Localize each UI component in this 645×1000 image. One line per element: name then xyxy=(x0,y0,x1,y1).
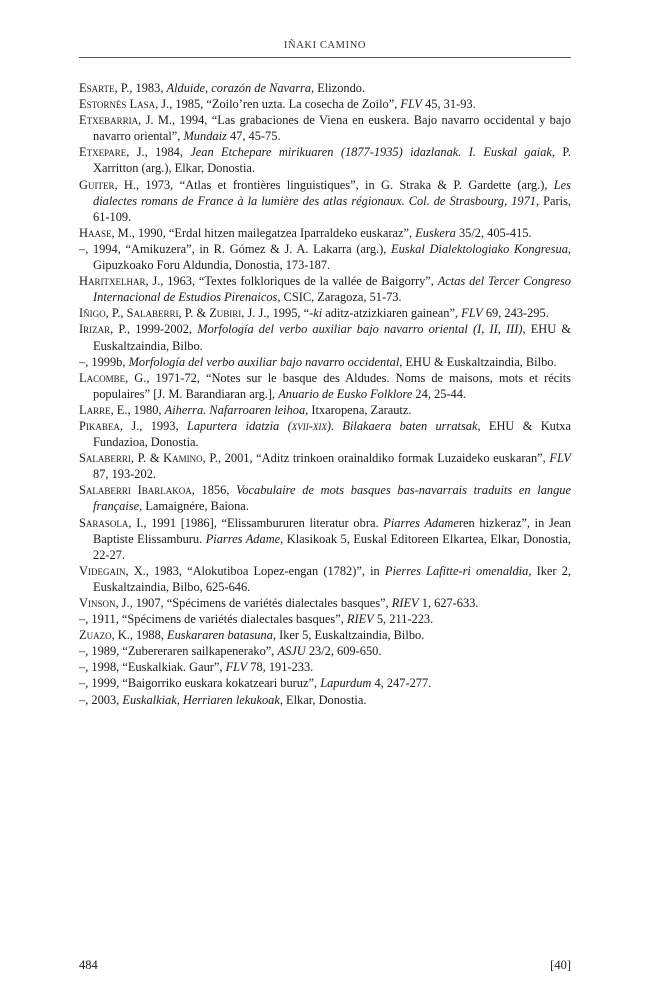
reference-text: Zubiri xyxy=(209,306,242,321)
reference-text: –, 1994, “Amikuzera”, in R. Gómez & J. A. Lakarra (arg.), xyxy=(79,241,392,256)
reference-entry xyxy=(79,643,571,659)
reference-text: -ki xyxy=(309,306,323,321)
reference-entry xyxy=(79,305,571,321)
reference-entry xyxy=(79,144,571,176)
reference-entry xyxy=(79,515,571,563)
reference-text: FLV xyxy=(225,660,248,675)
reference-text: , P., 1983, xyxy=(114,81,167,95)
reference-text: 4, 247-277. xyxy=(371,676,432,691)
reference-text: Itxaropena, Zarautz. xyxy=(308,402,412,417)
reference-text: 87, 193-202. xyxy=(93,467,156,482)
reference-text: ). Bilakaera baten urratsak, xyxy=(326,418,481,433)
reference-text: Irizar xyxy=(79,322,111,337)
reference-entry xyxy=(79,321,571,353)
reference-text: Paris, 61-109. xyxy=(93,193,572,224)
reference-text: RIEV xyxy=(346,612,374,627)
reference-text: –, 2003, xyxy=(79,692,123,707)
reference-text: Euskalkiak, Herriaren lekukoak, xyxy=(122,692,283,707)
reference-text: Morfología del verbo auxiliar bajo navarro occidental, xyxy=(128,354,403,369)
reference-text: , J. J., 1995, “ xyxy=(241,306,310,321)
reference-text: Kamino xyxy=(163,451,203,466)
bracket-page-number: [40] xyxy=(550,958,571,972)
reference-text: , P., xyxy=(105,306,127,321)
reference-text: Guiter xyxy=(79,177,115,192)
reference-text: , J., 1985, “Zoilo’ren uzta. La cosecha de Zoilo”, xyxy=(155,97,401,112)
reference-text: , K., 1988, xyxy=(111,628,167,643)
reference-text: ren hizkeraz”, in Jean Baptiste Elissamburu. xyxy=(93,515,571,546)
reference-text: Videgain xyxy=(79,563,126,578)
reference-text: , J., 1993, xyxy=(119,418,187,433)
reference-text: Pierres Lafitte-ri omenaldia, xyxy=(384,563,532,578)
reference-text: 45, 31-93. xyxy=(422,97,476,112)
reference-text: EHU & Kutxa Fundazioa, Donostia. xyxy=(93,418,571,450)
reference-text: –, 1998, “Euskalkiak. Gaur”, xyxy=(79,660,226,675)
reference-text: Euskararen batasuna, xyxy=(167,628,276,643)
reference-list xyxy=(79,80,571,708)
reference-entry xyxy=(79,402,571,418)
reference-text: Salaberri xyxy=(79,451,131,466)
reference-text: , H., 1973, “Atlas et frontières linguistiques”, in G. Straka & P. Gardette (arg.), xyxy=(114,177,554,192)
reference-text: Alduide, corazón de Navarra, xyxy=(166,81,315,95)
reference-text: , P., 1999-2002, xyxy=(110,322,198,337)
reference-text: Etxepare xyxy=(79,145,127,160)
reference-text: Vocabulaire de mots basques bas-navarrais traduits en langue française, xyxy=(93,483,572,514)
reference-text: , 1856, xyxy=(191,483,237,498)
reference-text: Actas del Tercer Congreso Internacional de Estudios Pirenaicos, xyxy=(93,274,571,305)
reference-text: Esarte xyxy=(79,81,115,95)
reference-text: 47, 45-75. xyxy=(226,129,281,144)
reference-entry xyxy=(79,611,571,627)
page-number: 484 xyxy=(79,958,98,972)
reference-text: Lamaignére, Baiona. xyxy=(142,499,249,514)
reference-text: Les dialectes romans de France à la lumière des atlas régionaux. Col. de Strasbourg, 1971, xyxy=(93,177,571,208)
reference-text: xvii-xix xyxy=(291,418,327,433)
reference-entry xyxy=(79,96,571,112)
reference-text: EHU & Euskaltzaindia, Bilbo. xyxy=(402,354,557,369)
reference-text: 24, 25-44. xyxy=(412,386,467,401)
reference-text: FLV xyxy=(461,306,483,321)
reference-text: Lacombe xyxy=(79,370,126,385)
reference-text: Euskera xyxy=(415,225,456,240)
reference-text: , P. & xyxy=(178,306,210,321)
reference-text: Euskal Dialektologiako Kongresua, xyxy=(391,241,571,256)
reference-text: 69, 243-295. xyxy=(482,306,549,321)
reference-text: RIEV xyxy=(391,596,419,610)
reference-entry xyxy=(79,273,571,305)
reference-text: Larre xyxy=(79,402,111,417)
reference-text: , P., 2001, “Aditz trinkoen orainaldiko formak Luzaideko euskaran”, xyxy=(202,451,550,466)
reference-entry xyxy=(79,450,571,482)
reference-text: aditz-atzizkiaren gainean”, xyxy=(322,306,462,321)
reference-entry xyxy=(79,418,571,450)
reference-text: Mundaiz xyxy=(183,129,227,144)
reference-entry xyxy=(79,563,571,595)
reference-text: 1, 627-633. xyxy=(418,596,479,610)
reference-text: Lapurdum xyxy=(320,676,372,691)
reference-text: –, 1911, “Spécimens de variétés dialectales basques”, xyxy=(79,612,347,627)
reference-entry xyxy=(79,225,571,241)
reference-entry xyxy=(79,692,571,708)
reference-text: Aiherra. Nafarroaren leihoa, xyxy=(164,402,309,417)
reference-entry xyxy=(79,112,571,144)
reference-text: Piarres Adame, xyxy=(205,531,284,546)
reference-entry xyxy=(79,659,571,675)
reference-text: 23/2, 609-650. xyxy=(305,644,382,659)
reference-text: Jean Etchepare mirikuaren (1877-1935) idazlanak. I. Euskal gaiak, xyxy=(190,145,556,160)
reference-entry xyxy=(79,675,571,691)
reference-text: Zuazo xyxy=(79,628,112,643)
reference-text: Sarasola xyxy=(79,515,129,530)
reference-entry xyxy=(79,177,571,225)
reference-text: Estornés Lasa xyxy=(79,97,156,112)
reference-text: EHU & Euskaltzaindia, Bilbo. xyxy=(93,322,571,353)
reference-text: –, 1999b, xyxy=(79,354,129,369)
reference-text: Haase xyxy=(79,225,112,240)
reference-entry xyxy=(79,370,571,402)
reference-text: FLV xyxy=(549,451,571,466)
reference-text: Iker 2, Euskaltzaindia, Bilbo, 625-646. xyxy=(93,563,571,594)
reference-text: –, 1999, “Baigorriko euskara kokatzeari buruz”, xyxy=(79,676,321,691)
reference-text: , X., 1983, “Alokutiboa Lopez-engan (1782)”, in xyxy=(125,563,385,578)
reference-text: Anuario de Eusko Folklore xyxy=(278,386,413,401)
reference-text: P. Xarritton (arg.), Elkar, Donostia. xyxy=(93,145,571,176)
reference-text: , M., 1990, “Erdal hitzen mailegatzea Iparraldeko euskaraz”, xyxy=(111,225,416,240)
reference-entry xyxy=(79,241,571,273)
reference-text: , G., 1971-72, “Notes sur le basque des Aldudes. Noms de maisons, mots et récits populaires” [J. M. Barandiaran arg.], xyxy=(93,370,571,401)
reference-text: Elizondo. xyxy=(314,81,366,95)
reference-text: –, 1989, “Zubereraren sailkapenerako”, xyxy=(79,644,278,659)
reference-text: , J. M., 1994, “Las grabaciones de Viena en euskera. Bajo navarro occidental y bajo navarro oriental”, xyxy=(93,113,571,144)
reference-text: Piarres Adame xyxy=(383,515,459,530)
reference-text: , J., 1963, “Textes folkloriques de la vallée de Baigorry”, xyxy=(145,274,438,289)
reference-text: Morfología del verbo auxiliar bajo navarro oriental (I, II, III), xyxy=(197,322,526,337)
reference-text: , P. & xyxy=(130,451,164,466)
reference-text: Pikabea xyxy=(79,418,120,433)
reference-text: Elkar, Donostia. xyxy=(282,692,367,707)
reference-text: Salaberri xyxy=(126,306,179,321)
reference-text: , I., 1991 [1986], “Elissambururen literatur obra. xyxy=(128,515,384,530)
reference-text: , J., 1984, xyxy=(126,145,191,160)
reference-entry xyxy=(79,80,571,96)
reference-text: 5, 211-223. xyxy=(373,612,434,627)
reference-entry xyxy=(79,595,571,611)
reference-text: FLV xyxy=(400,97,422,112)
reference-text: , J., 1907, “Spécimens de variétés dialectales basques”, xyxy=(115,596,392,610)
header-rule xyxy=(79,57,571,58)
reference-text: Vinson xyxy=(79,596,116,610)
reference-text: ASJU xyxy=(277,644,306,659)
reference-text: 78, 191-233. xyxy=(247,660,314,675)
reference-text: Etxebarria xyxy=(79,113,139,128)
reference-entry xyxy=(79,354,571,370)
reference-entry xyxy=(79,627,571,643)
reference-text: Haritxelhar xyxy=(79,274,146,289)
reference-text: CSIC, Zaragoza, 51-73. xyxy=(280,290,402,305)
reference-text: Iñigo xyxy=(79,306,106,321)
reference-text: Klasikoak 5, Euskal Editoreen Elkartea, Elkar, Donostia, 22-27. xyxy=(93,531,572,562)
reference-text: Salaberri Ibarlakoa xyxy=(79,483,192,498)
running-header: IÑAKI CAMINO xyxy=(283,40,367,51)
reference-text: Iker 5, Euskaltzaindia, Bilbo. xyxy=(276,628,425,643)
reference-text: Gipuzkoako Foru Aldundia, Donostia, 173-187. xyxy=(93,258,331,273)
reference-text: Lapurtera idatzia ( xyxy=(186,418,292,433)
reference-entry xyxy=(79,482,571,514)
reference-text: 35/2, 405-415. xyxy=(455,225,532,240)
reference-text: , E., 1980, xyxy=(110,402,165,417)
